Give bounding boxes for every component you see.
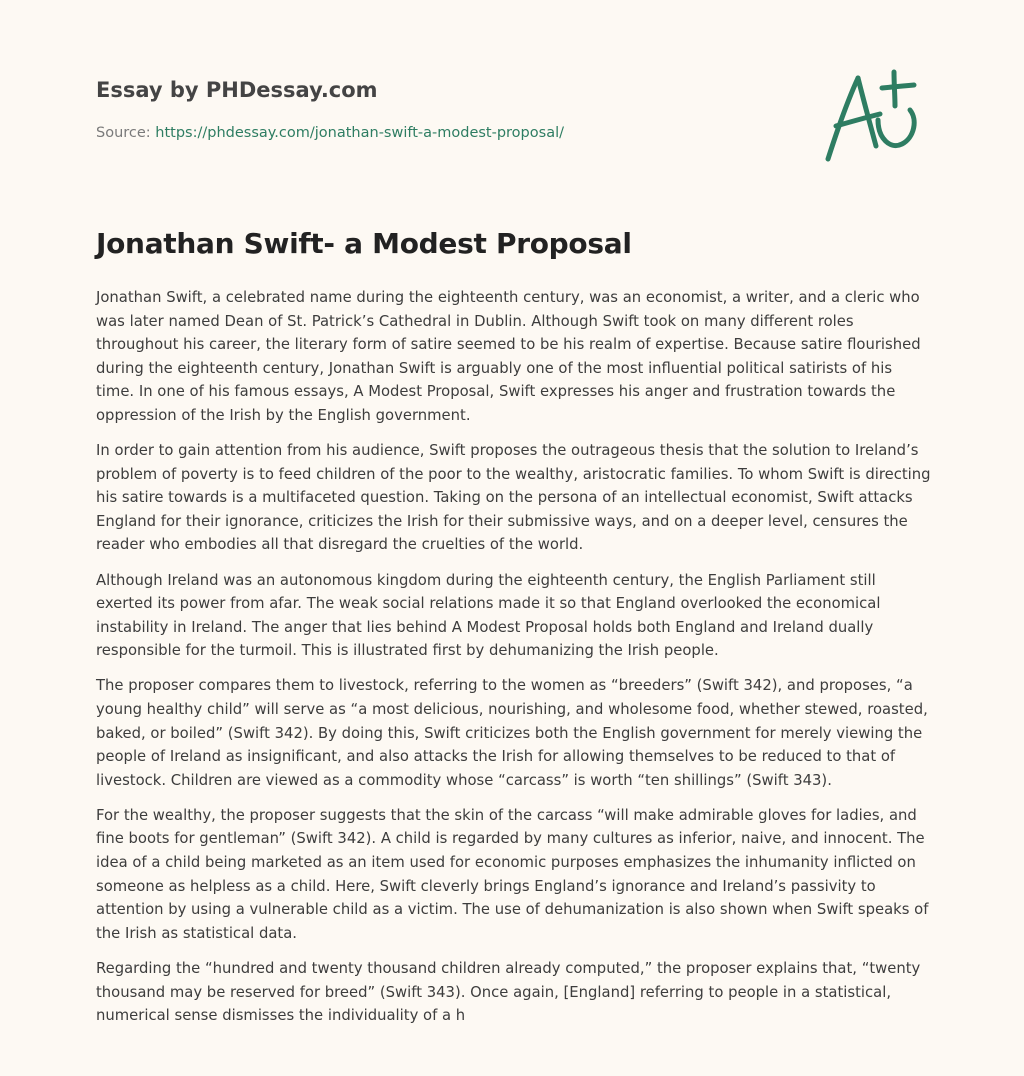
essay-paragraph: For the wealthy, the proposer suggests that the skin of the carcass “will make admirable gloves for ladies, and fine boots for gentleman” (Swift 342). A child is regarded by many cultures as inferior, naive, and innocent. The idea of a child being marketed as an item used for economic purposes emphasizes the inhumanity inflicted on someone as helpless as a child. Here, Swift cleverly brings England’s ignorance and Ireland’s passivity to attention by using a vulnerable child as a victim. The use of dehumanization is also shown when Swift speaks of the Irish as statistical data. <box>96 806 929 942</box>
page-header <box>96 76 796 143</box>
source-link[interactable]: https://phdessay.com/jonathan-swift-a-modest-proposal/ <box>155 125 564 141</box>
source-label: Source: <box>96 125 151 141</box>
essay-paragraph: Jonathan Swift, a celebrated name during the eighteenth century, was an economist, a writer, and a cleric who was later named Dean of St. Patrick’s Cathedral in Dublin. Although Swift took on many different roles throughout his career, the literary form of satire seemed to be his realm of expertise. Because satire flourished during the eighteenth century, Jonathan Swift is arguably one of the most influential political satirists of his time. In one of his famous essays, A Modest Proposal, Swift expresses his anger and frustration towards the oppression of the Irish by the English government. <box>96 289 921 424</box>
essay-paragraph: Regarding the “hundred and twenty thousand children already computed,” the proposer explains that, “twenty thousand may be reserved for breed” (Swift 343). Once again, [England] referring to people in a statistical, numerical sense dismisses the individuality of a h <box>96 959 921 1025</box>
essay-paragraph: Although Ireland was an autonomous kingdom during the eighteenth century, the English Parliament still exerted its power from afar. The weak social relations made it so that England overlooked the economical instability in Ireland. The anger that lies behind A Modest Proposal holds both England and Ireland dually responsible for the turmoil. This is illustrated first by dehumanizing the Irish people. <box>96 571 881 660</box>
brand-title: Essay by PHDessay.com <box>96 78 378 102</box>
a-plus-grade-icon <box>818 64 930 168</box>
essay-paragraph: In order to gain attention from his audience, Swift proposes the outrageous thesis that the solution to Ireland’s problem of poverty is to feed children of the poor to the wealthy, aristocratic families. To whom Swift is directing his satire towards is a multifaceted question. Taking on the persona of an intellectual economist, Swift attacks England for their ignorance, criticizes the Irish for their submissive ways, and on a deeper level, censures the reader who embodies all that disregard the cruelties of the world. <box>96 442 931 554</box>
essay-body <box>96 286 932 1039</box>
source-line <box>96 123 796 143</box>
essay-paragraph: The proposer compares them to livestock, referring to the women as “breeders” (Swift 342), and proposes, “a young healthy child” will serve as “a most delicious, nourishing, and wholesome food, whether stewed, roasted, baked, or boiled” (Swift 342). By doing this, Swift criticizes both the English government for merely viewing the people of Ireland as insignificant, and also attacks the Irish for allowing themselves to be reduced to that of livestock. Children are viewed as a commodity whose “carcass” is worth “ten shillings” (Swift 343). <box>96 677 928 789</box>
essay-title: Jonathan Swift- a Modest Proposal <box>96 227 632 260</box>
